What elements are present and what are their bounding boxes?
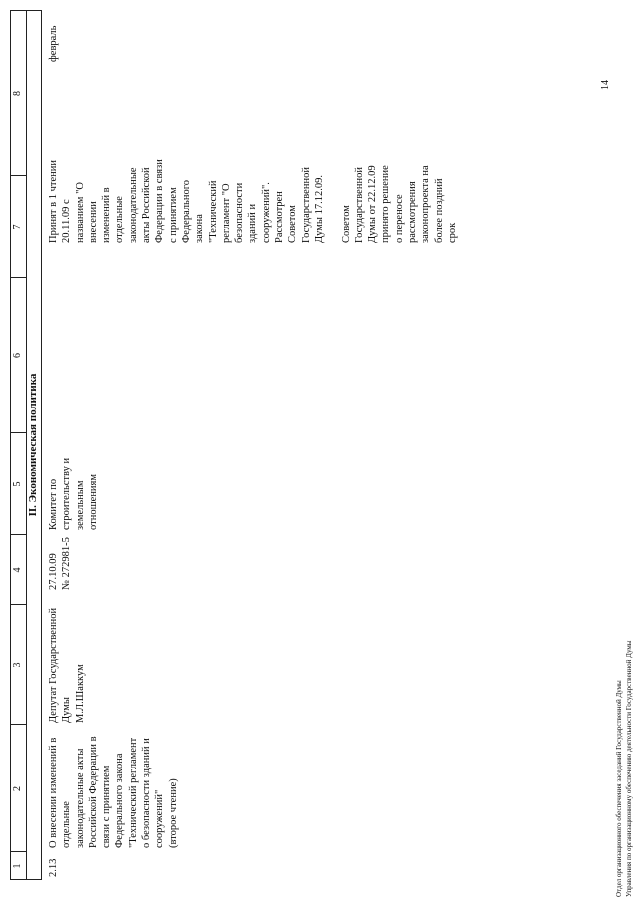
column-number: 4 [12,567,23,573]
page-number: 14 [600,80,611,90]
responsible-committee: Комитет по строительству и земельным отношениям [48,457,99,530]
footer [614,567,634,897]
legislation-table [10,10,575,880]
bill-status: Принят в 1 чтении 20.11.09 с названием "О внесении изменений в отдельные законодательные акты Российской Федерации в связи с принятием Федерального закона "Технический регламент "О безопасности зданий и сооружений". Рассмотрен Советом Государственной Думы 17.12.09. Советом Государственной Думы от 22.12.09 принято решение о переносе рассмотрения законопроекта на более поздний срок [48,159,458,243]
column-number: 2 [12,786,23,791]
section-divider [41,10,42,880]
column-number: 6 [12,353,23,358]
footer-line: Отдел организационного обеспечения заседаний Государственной Думы [615,680,623,897]
section-title: II. Экономическая политика [27,373,39,517]
consideration-deadline: февраль [48,25,59,62]
row-number: 2.13 [48,858,59,877]
column-number: 1 [12,863,23,869]
bill-author: Депутат Государственной Думы М.Л.Шаккум [48,607,86,723]
column-number: 8 [12,91,23,96]
column-number: 7 [12,224,23,230]
footer-line: Управления по организационному обеспечению деятельности Государственной Думы [625,640,633,897]
registration-info: 27.10.09 № 272981-5 [48,537,73,590]
column-number: 3 [12,662,23,668]
bill-title: О внесении изменений в отдельные законодательные акты Российской Федерации в связи с принятием Федерального закона "Технический регламент о безопасности зданий и сооружений" (второе чтение) [48,736,179,848]
column-number: 5 [12,481,23,487]
